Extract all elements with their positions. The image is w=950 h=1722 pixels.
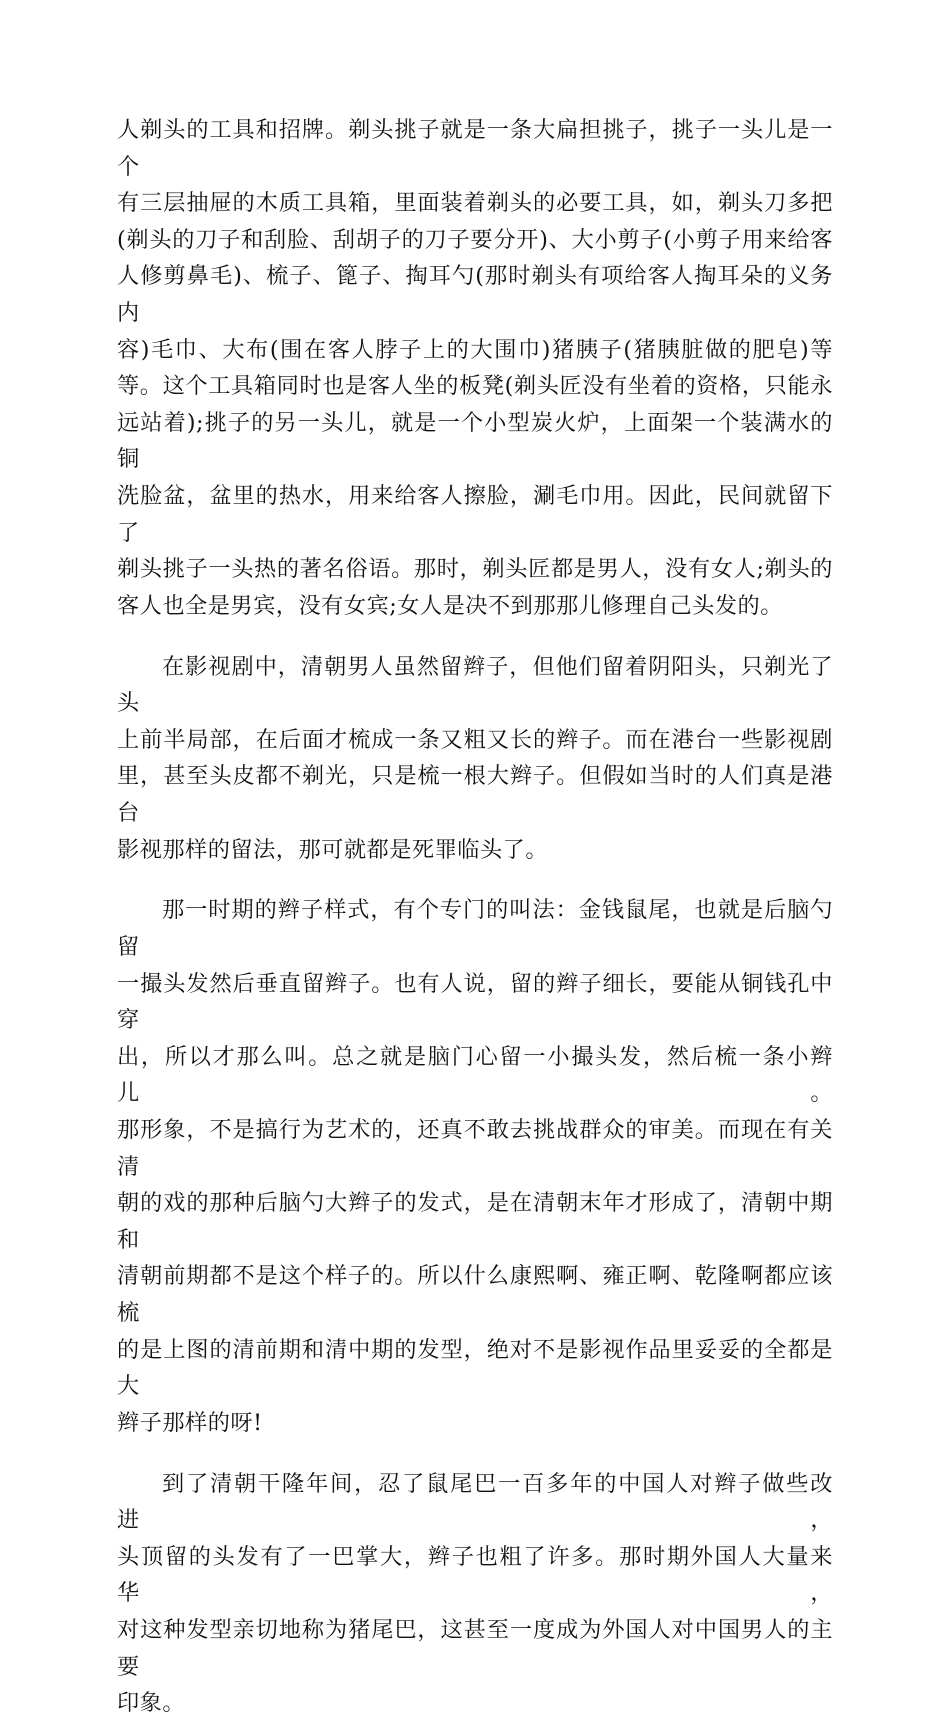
paragraph-barber-tools (117, 112, 833, 624)
text-line: 到了清朝干隆年间，忍了鼠尾巴一百多年的中国人对辫子做些改进， (117, 1470, 833, 1534)
text-line: 朝的戏的那种后脑勺大辫子的发式，是在清朝末年才形成了，清朝中期和 (117, 1190, 833, 1253)
text-line: 洗脸盆，盆里的热水，用来给客人擦脸，涮毛巾用。因此，民间就留下了 (117, 482, 833, 546)
text-line: 出，所以才那么叫。总之就是脑门心留一小撮头发，然后梳一条小辫儿。 (117, 1043, 833, 1107)
text-line: 在影视剧中，清朝男人虽然留辫子，但他们留着阴阳头，只剃光了头 (117, 653, 833, 717)
text-line: 里，甚至头皮都不剃光，只是梳一根大辫子。但假如当时的人们真是港台 (117, 763, 833, 826)
text-line: 影视那样的留法，那可就都是死罪临头了。 (117, 836, 549, 863)
text-line: 头顶留的头发有了一巴掌大，辫子也粗了许多。那时期外国人大量来华， (117, 1543, 833, 1607)
text-line: 人修剪鼻毛)、梳子、篦子、掏耳勺(那时剃头有项给客人掏耳朵的义务内 (117, 263, 833, 326)
paragraph-queue-style (117, 892, 833, 1441)
document-body (117, 112, 833, 1722)
text-line: 客人也全是男宾，没有女宾;女人是决不到那那儿修理自己头发的。 (117, 592, 783, 619)
text-line: 那形象，不是搞行为艺术的，还真不敢去挑战群众的审美。而现在有关清 (117, 1117, 833, 1180)
text-line: 人剃头的工具和招牌。剃头挑子就是一条大扁担挑子，挑子一头儿是一个 (117, 117, 833, 180)
paragraph-film-hairstyle (117, 649, 833, 869)
text-line: 等。这个工具箱同时也是客人坐的板凳(剃头匠没有坐着的资格，只能永 (117, 373, 833, 400)
text-line: 有三层抽屉的木质工具箱，里面装着剃头的必要工具，如，剃头刀多把 (117, 190, 833, 217)
text-line: 清朝前期都不是这个样子的。所以什么康熙啊、雍正啊、乾隆啊都应该梳 (117, 1263, 833, 1326)
paragraph-qianlong-era (117, 1466, 833, 1722)
text-line: 那一时期的辫子样式，有个专门的叫法：金钱鼠尾，也就是后脑勺留 (117, 897, 833, 961)
text-line: 辫子那样的呀! (117, 1409, 263, 1436)
text-line: 一撮头发然后垂直留辫子。也有人说，留的辫子细长，要能从铜钱孔中穿 (117, 970, 833, 1034)
text-line: 的是上图的清前期和清中期的发型，绝对不是影视作品里妥妥的全都是大 (117, 1336, 833, 1400)
text-line: 容)毛巾、大布(围在客人脖子上的大围巾)猪胰子(猪胰脏做的肥皂)等 (117, 336, 833, 363)
text-line: 上前半局部，在后面才梳成一条又粗又长的辫子。而在港台一些影视剧 (117, 726, 833, 753)
text-line: 远站着);挑子的另一头儿，就是一个小型炭火炉，上面架一个装满水的铜 (117, 409, 833, 473)
text-line: 对这种发型亲切地称为猪尾巴，这甚至一度成为外国人对中国男人的主要 (117, 1617, 833, 1680)
text-line: 剃头挑子一头热的著名俗语。那时，剃头匠都是男人，没有女人;剃头的 (117, 556, 833, 583)
text-line: 印象。 (117, 1690, 186, 1717)
text-line: (剃头的刀子和刮脸、刮胡子的刀子要分开)、大小剪子(小剪子用来给客 (117, 226, 833, 253)
